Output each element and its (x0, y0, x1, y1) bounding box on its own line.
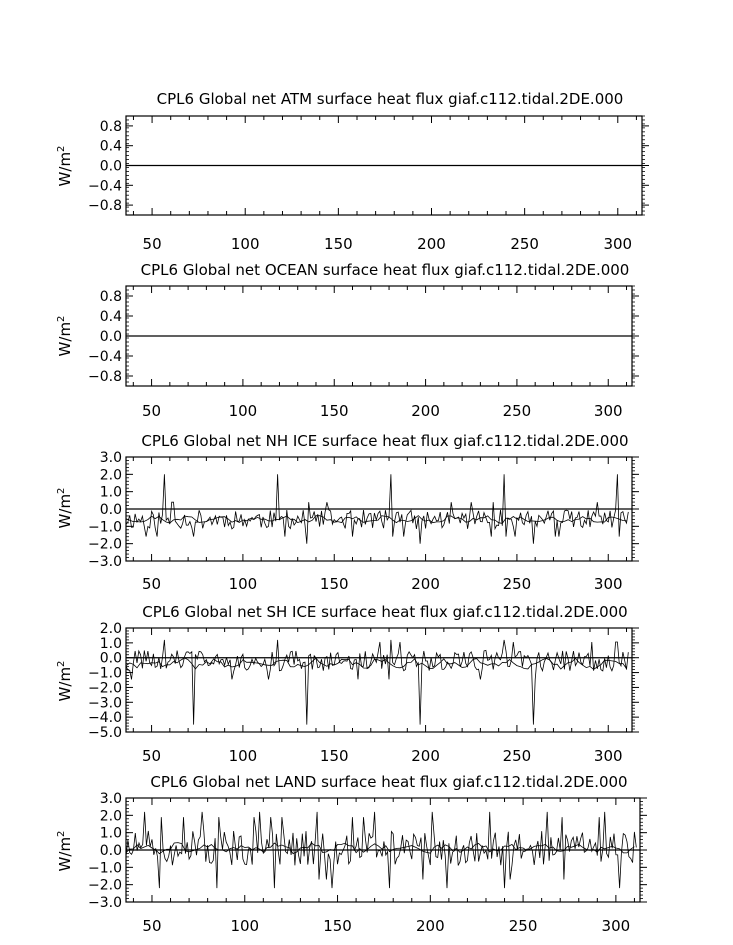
y-axis-label-superscript: 2 (56, 145, 67, 152)
x-tick-label: 250 (508, 917, 538, 935)
y-tick-label: 0.0 (99, 843, 122, 859)
y-tick-label: 0.8 (99, 289, 122, 305)
x-tick-label: 50 (142, 575, 162, 593)
x-tick-label: 100 (228, 575, 258, 593)
x-tick-label: 100 (230, 235, 260, 253)
x-tick-label: 200 (417, 235, 446, 253)
chart-title: CPL6 Global net OCEAN surface heat flux giaf.c112.tidal.2DE.000 (140, 261, 630, 279)
y-tick-label: 1.0 (99, 825, 122, 842)
y-tick-label: 1.0 (99, 484, 122, 501)
y-tick-label: 0.8 (99, 118, 122, 135)
y-tick-label: 2.0 (99, 621, 122, 637)
y-axis-label-superscript: 2 (56, 315, 67, 322)
y-tick-label: −2.0 (88, 877, 122, 894)
y-axis-label: $W/m^2$ (56, 145, 74, 187)
x-tick-label: 150 (323, 917, 352, 935)
series-line-noisy (126, 640, 628, 725)
y-axis-label: $W/m^2$ (56, 830, 74, 872)
y-tick-label: −3.0 (88, 554, 122, 570)
y-tick-label: −4.0 (88, 710, 122, 727)
y-tick-label: −0.8 (88, 369, 122, 385)
chart-title: CPL6 Global net LAND surface heat flux giaf.c112.tidal.2DE.000 (150, 773, 628, 791)
y-axis-label-superscript: 2 (56, 660, 67, 667)
y-tick-label: −2.0 (88, 680, 122, 697)
y-tick-label: −5.0 (88, 725, 122, 741)
y-tick-label: −2.0 (88, 536, 122, 553)
y-tick-label: −1.0 (88, 519, 122, 536)
y-tick-label: 0.4 (99, 309, 122, 325)
x-tick-label: 150 (319, 402, 349, 420)
chart-panel (56, 773, 647, 935)
x-tick-label: 250 (502, 575, 532, 593)
chart-panel (56, 261, 639, 420)
x-tick-label: 300 (593, 747, 623, 765)
x-tick-label: 100 (228, 402, 258, 420)
x-tick-label: 50 (142, 747, 162, 765)
y-axis-label-superscript: 2 (56, 487, 67, 494)
y-tick-label: 3.0 (99, 450, 122, 466)
y-tick-label: 0.4 (99, 138, 122, 155)
x-tick-label: 100 (230, 917, 260, 935)
x-tick-label: 200 (411, 747, 440, 765)
y-tick-label: −1.0 (88, 860, 122, 877)
y-tick-label: 0.0 (99, 329, 122, 345)
x-tick-label: 300 (593, 575, 623, 593)
x-tick-label: 300 (601, 917, 631, 935)
y-axis-label: $W/m^2$ (56, 660, 74, 702)
x-tick-label: 100 (228, 747, 258, 765)
chart-panel (56, 603, 639, 765)
y-tick-label: 2.0 (99, 467, 122, 484)
series-line-smooth (126, 658, 627, 669)
chart-title: CPL6 Global net ATM surface heat flux giaf.c112.tidal.2DE.000 (156, 90, 624, 108)
y-tick-label: 2.0 (99, 808, 122, 825)
x-tick-label: 250 (502, 747, 532, 765)
chart-title: CPL6 Global net SH ICE surface heat flux giaf.c112.tidal.2DE.000 (142, 603, 628, 621)
x-tick-label: 300 (593, 402, 623, 420)
x-tick-label: 200 (411, 402, 440, 420)
x-tick-label: 200 (411, 575, 440, 593)
x-tick-label: 150 (324, 235, 353, 253)
x-tick-label: 250 (502, 402, 532, 420)
x-tick-label: 50 (142, 235, 162, 253)
x-tick-label: 300 (603, 235, 633, 253)
y-tick-label: −0.8 (88, 198, 122, 215)
y-tick-label: 1.0 (99, 635, 122, 652)
x-tick-label: 200 (415, 917, 445, 935)
chart-title: CPL6 Global net NH ICE surface heat flux giaf.c112.tidal.2DE.000 (141, 432, 629, 450)
x-tick-label: 250 (510, 235, 539, 253)
y-tick-label: 0.0 (99, 502, 122, 518)
y-tick-label: −0.4 (88, 178, 122, 195)
y-tick-label: −1.0 (88, 665, 122, 682)
y-tick-label: −3.0 (88, 695, 122, 712)
y-tick-label: −3.0 (88, 895, 122, 911)
y-tick-label: 3.0 (99, 791, 122, 807)
chart-panel (56, 90, 649, 253)
x-tick-label: 150 (319, 747, 349, 765)
y-axis-label: $W/m^2$ (56, 487, 74, 529)
y-tick-label: 0.0 (99, 158, 122, 175)
x-tick-label: 50 (142, 402, 162, 420)
y-tick-label: 0.0 (99, 650, 122, 667)
y-axis-label: $W/m^2$ (56, 315, 74, 357)
chart-panel (56, 432, 639, 593)
x-tick-label: 50 (142, 917, 162, 935)
y-axis-label-superscript: 2 (56, 830, 67, 837)
x-tick-label: 150 (319, 575, 349, 593)
y-tick-label: −0.4 (88, 349, 122, 365)
plot-frame (126, 628, 632, 732)
